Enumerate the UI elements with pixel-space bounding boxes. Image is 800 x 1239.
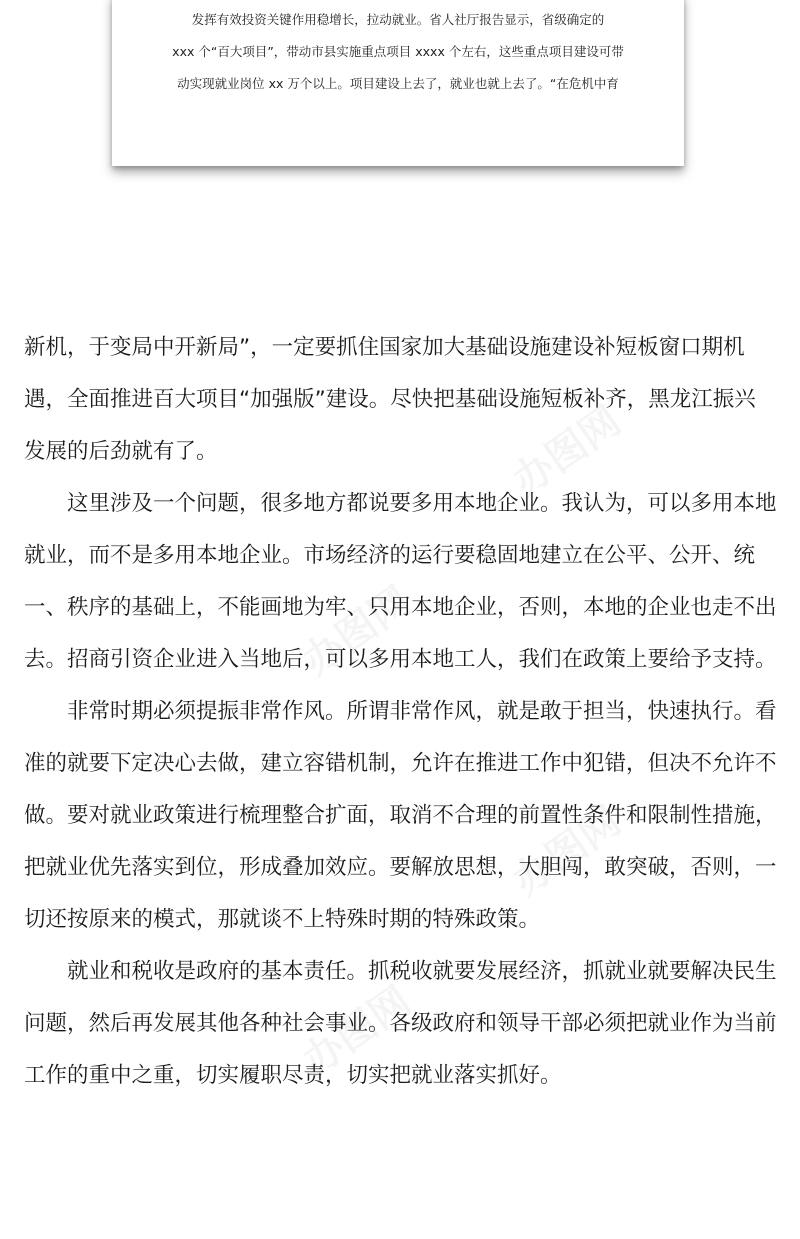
paragraph-line: 做。要对就业政策进行梳理整合扩面，取消不合理的前置性条件和限制性措施， — [24, 803, 777, 828]
preview-line: 动实现就业岗位 xx 万个以上。项目建设上去了，就业也就上去了。“在危机中育 — [177, 76, 619, 91]
paragraph-line: 准的就要下定决心去做，建立容错机制，允许在推进工作中犯错，但决不允许不 — [24, 751, 777, 776]
paragraph-line: 非常时期必须提振非常作风。所谓非常作风，就是敢于担当，快速执行。看 — [67, 699, 777, 724]
document-preview-card — [112, 0, 684, 166]
paragraph-line: 新机，于变局中开新局”，一定要抓住国家加大基础设施建设补短板窗口期机 — [24, 335, 745, 360]
paragraph-line: 遇，全面推进百大项目“加强版”建设。尽快把基础设施短板补齐，黑龙江振兴 — [24, 387, 756, 412]
paragraph — [24, 478, 780, 686]
paragraph-line: 工作的重中之重，切实履职尽责，切实把就业落实抓好。 — [24, 1063, 562, 1088]
preview-text-block — [112, 4, 684, 100]
paragraph-line: 就业和税收是政府的基本责任。抓税收就要发展经济，抓就业就要解决民生 — [67, 959, 777, 984]
paragraph-line: 就业，而不是多用本地企业。市场经济的运行要稳固地建立在公平、公开、统 — [24, 543, 756, 568]
paragraph-line: 切还按原来的模式，那就谈不上特殊时期的特殊政策。 — [24, 907, 541, 932]
paragraph — [24, 946, 780, 1102]
preview-line: xxx 个“百大项目”，带动市县实施重点项目 xxxx 个左右，这些重点项目建设可带 — [172, 44, 624, 59]
paragraph-line: 把就业优先落实到位，形成叠加效应。要解放思想，大胆闯，敢突破，否则，一 — [24, 855, 777, 880]
paragraph-line: 一、秩序的基础上，不能画地为牢、只用本地企业，否则，本地的企业也走不出 — [24, 595, 777, 620]
paragraph-line: 问题，然后再发展其他各种社会事业。各级政府和领导干部必须把就业作为当前 — [24, 1011, 777, 1036]
paragraph — [24, 322, 780, 478]
preview-line: 发挥有效投资关键作用稳增长，拉动就业。省人社厅报告显示，省级确定的 — [191, 12, 605, 27]
paragraph-line: 发展的后劲就有了。 — [24, 439, 218, 464]
paragraph — [24, 686, 780, 946]
paragraph-line: 去。招商引资企业进入当地后，可以多用本地工人，我们在政策上要给予支持。 — [24, 647, 777, 672]
paragraph-line: 这里涉及一个问题，很多地方都说要多用本地企业。我认为，可以多用本地 — [67, 491, 777, 516]
article-body — [24, 322, 780, 1102]
